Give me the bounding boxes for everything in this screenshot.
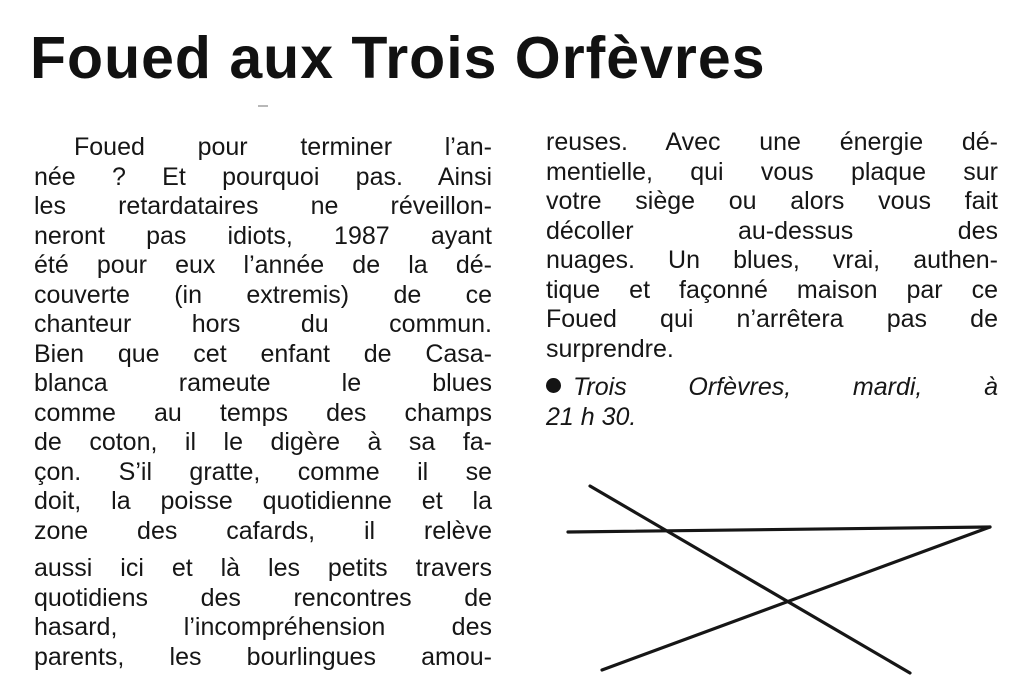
text-line: chanteur hors du commun. — [34, 310, 492, 338]
text-line: décoller au-dessus des — [546, 216, 998, 245]
text-line: blanca rameute le blues — [34, 369, 492, 397]
text-line: Foued qui n’arrêtera pas de — [546, 305, 998, 333]
cross-mark-icon — [560, 480, 1000, 680]
text-line: quotidiens des rencontres de — [34, 583, 492, 612]
text-line: doit, la poisse quotidienne et la — [34, 487, 492, 515]
venue-line — [546, 373, 998, 403]
text-line: reuses. Avec une énergie dé- — [546, 128, 998, 156]
text-line: zone des cafards, il relève — [34, 516, 492, 545]
text-line: de coton, il le digère à sa fa- — [34, 428, 492, 456]
text-line: été pour eux l’année de la dé- — [34, 251, 492, 279]
left-column — [34, 133, 492, 672]
text-line: votre siège ou alors vous fait — [546, 187, 998, 215]
headline: Foued aux Trois Orfèvres — [30, 25, 766, 91]
bullet-icon — [546, 378, 561, 393]
print-speck — [258, 105, 268, 107]
text-line: hasard, l’incompréhension des — [34, 613, 492, 641]
venue-name: Trois Orfèvres, mardi, à — [573, 373, 998, 401]
text-line: Bien que cet enfant de Casa- — [34, 339, 492, 368]
text-line: les retardataires ne réveillon- — [34, 192, 492, 220]
text-line: née ? Et pourquoi pas. Ainsi — [34, 162, 492, 191]
text-line: comme au temps des champs — [34, 398, 492, 427]
text-line: surprendre. — [546, 334, 674, 363]
venue-time: 21 h 30. — [546, 402, 637, 431]
text-line: mentielle, qui vous plaque sur — [546, 157, 998, 186]
text-line: çon. S’il gratte, comme il se — [34, 457, 492, 486]
text-line: nuages. Un blues, vrai, authen- — [546, 246, 998, 274]
text-line: neront pas idiots, 1987 ayant — [34, 221, 492, 250]
venue-info — [546, 373, 998, 432]
text-line: parents, les bourlingues amou- — [34, 642, 492, 671]
right-column — [546, 128, 998, 364]
text-line: couverte (in extremis) de ce — [34, 280, 492, 309]
text-line: Foued pour terminer l’an- — [74, 133, 492, 161]
text-line: tique et façonné maison par ce — [546, 275, 998, 304]
text-line: aussi ici et là les petits travers — [34, 554, 492, 582]
